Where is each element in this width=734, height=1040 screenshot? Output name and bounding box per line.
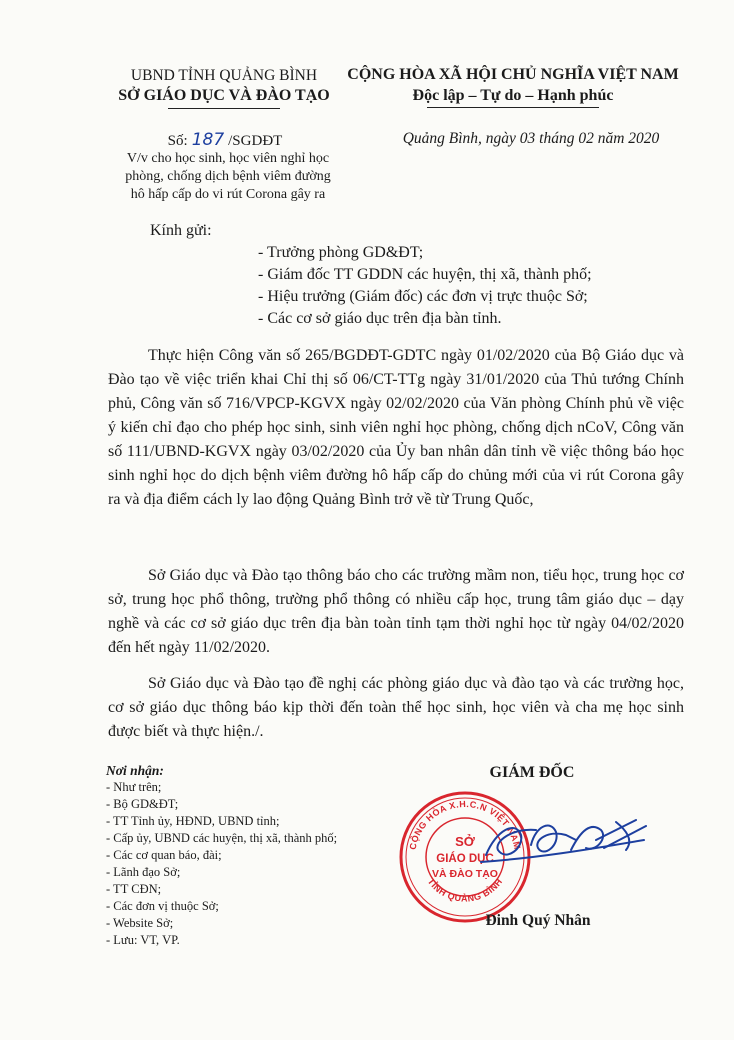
body-paragraph-3: Sở Giáo dục và Đào tạo đề nghị các phòng giáo dục và đào tạo và các trường học, cơ sở giáo dục thông báo kịp thời đến toàn thể học sinh, học viên và cha mẹ học sinh được biết và thực hiện./. (108, 675, 684, 740)
distribution-item: - TT CĐN; (106, 882, 162, 896)
handwritten-signature-icon (476, 800, 652, 880)
distribution-item: - Như trên; (106, 780, 162, 794)
subject-line: phòng, chống dịch bệnh viêm đường (125, 169, 331, 184)
seal-center-line: GIÁO DỤC (436, 853, 494, 865)
doc-number-suffix: /SGDĐT (228, 133, 283, 149)
distribution-title: Nơi nhận: (106, 763, 164, 778)
salutation: Kính gửi: (150, 222, 212, 239)
department-name: SỞ GIÁO DỤC VÀ ĐÀO TẠO (118, 87, 330, 104)
recipient-list (258, 242, 592, 330)
recipient-item: - Trưởng phòng GD&ĐT; (258, 244, 424, 261)
distribution-item: - Lãnh đạo Sở; (106, 865, 181, 879)
distribution-item: - Cấp ủy, UBND các huyện, thị xã, thành phố; (106, 831, 338, 845)
handwritten-number: 187 (191, 130, 225, 150)
recipient-item: - Các cơ sở giáo dục trên địa bàn tỉnh. (258, 310, 502, 327)
national-heading (338, 64, 688, 108)
nation-name: CỘNG HÒA XÃ HỘI CHỦ NGHĨA VIỆT NAM (347, 66, 679, 83)
svg-text:TỈNH QUẢNG BÌNH (426, 876, 505, 903)
national-motto: Độc lập – Tự do – Hạnh phúc (412, 87, 614, 104)
distribution-item: - TT Tỉnh ủy, HĐND, UBND tỉnh; (106, 814, 280, 828)
header-left-underline (168, 108, 280, 109)
seal-bottom-text: TỈNH QUẢNG BÌNH (425, 876, 505, 904)
signer-name: Đinh Quý Nhân (485, 912, 591, 929)
header-right-underline (427, 107, 599, 108)
recipient-item: - Hiệu trưởng (Giám đốc) các đơn vị trực thuộc Sở; (258, 288, 588, 305)
document-number (80, 130, 370, 150)
distribution-item: - Website Sở; (106, 916, 174, 930)
subject-line: hô hấp cấp do vi rút Corona gây ra (130, 187, 326, 202)
distribution-item: - Các đơn vị thuộc Sở; (106, 899, 219, 913)
place-and-date: Quảng Bình, ngày 03 tháng 02 năm 2020 (402, 130, 660, 147)
body-paragraph-1: Thực hiện Công văn số 265/BGDĐT-GDTC ngày 01/02/2020 của Bộ Giáo dục và Đào tạo về việc triển khai Chỉ thị số 06/CT-TTg ngày 31/01/2020 của Thủ tướng Chính phủ, Công văn số 716/VPCP-KGVX ngày 02/02/2020 của Văn phòng Chính phủ về việc ý kiến chỉ đạo cho phép học sinh, sinh viên nghỉ học phòng, chống dịch nCoV, Công văn số 111/UBND-KGVX ngày 03/02/2020 của Ủy ban nhân dân tỉnh về việc thông báo học sinh nghỉ học do dịch bệnh viêm đường hô hấp cấp do chủng mới của vi rút Corona gây ra và địa điểm cách ly lao động Quảng Bình trở về từ Trung Quốc, (108, 347, 684, 508)
seal-ring-text: CỘNG HÒA X.H.C.N VIỆT NAM (407, 798, 523, 851)
distribution-item: - Các cơ quan báo, đài; (106, 848, 222, 862)
signer-title: GIÁM ĐỐC (489, 764, 575, 781)
subject-line: V/v cho học sinh, học viên nghỉ học (126, 151, 330, 166)
province-committee: UBND TỈNH QUẢNG BÌNH (130, 67, 318, 84)
distribution-list (106, 762, 406, 949)
seal-center-line: SỞ (455, 834, 475, 849)
distribution-item: - Bộ GD&ĐT; (106, 797, 179, 811)
doc-number-prefix: Số: (167, 133, 188, 149)
body-paragraph-2: Sở Giáo dục và Đào tạo thông báo cho các trường mầm non, tiểu học, trung học cơ sở, trung học phổ thông, trường phổ thông có nhiều cấp học, trung tâm giáo dục – dạy nghề và các cơ sở giáo dục trên địa bàn toàn tỉnh tạm thời nghỉ học từ ngày 04/02/2020 đến hết ngày 11/02/2020. (108, 567, 684, 656)
seal-center-line: VÀ ĐÀO TẠO (432, 868, 498, 880)
recipient-item: - Giám đốc TT GDDN các huyện, thị xã, thành phố; (258, 266, 592, 283)
issuing-authority (78, 66, 370, 109)
distribution-item: - Lưu: VT, VP. (106, 933, 180, 947)
document-subject (110, 150, 346, 204)
